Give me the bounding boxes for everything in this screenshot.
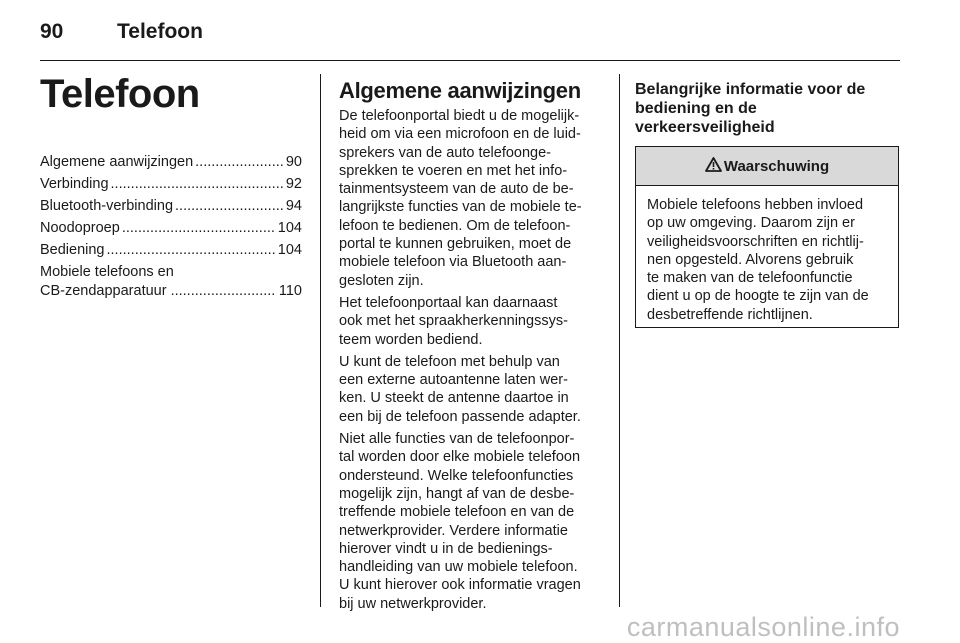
page-number: 90: [40, 20, 64, 43]
toc-page: 94: [285, 198, 302, 214]
warning-box: [635, 146, 899, 328]
toc-entry[interactable]: [40, 173, 302, 195]
paragraph: Het telefoonportaal kan daarnaast ook met het spraakherkenningssys- teem worden bediend.: [339, 294, 568, 348]
running-title: Telefoon: [117, 20, 203, 43]
warning-text: Mobiele telefoons hebben invloed op uw omgeving. Daarom zijn er veiligheidsvoorschriften en richtlij- nen opgesteld. Alvorens gebruik te maken van de telefoonfunctie dient u op de hoogte te zijn van de desbetreffende richtlijnen.: [647, 197, 869, 323]
general-section: [339, 78, 605, 617]
toc-page: 90: [285, 154, 302, 170]
safety-heading: Belangrijke informatie voor de bediening en de verkeersveiligheid: [635, 81, 866, 136]
toc-entry[interactable]: [40, 263, 302, 301]
chapter-title: Telefoon: [40, 72, 200, 116]
paragraph: Niet alle functies van de telefoonpor- tal worden door elke mobiele telefoon ondersteund. Welke telefoonfuncties mogelijk zijn, hangt af van de desbe- treffende mobiele telefoon en van de netwerkprovider. Verdere informatie hierover vindt u in de bedienings- handleiding van uw mobiele telefoon. U kunt hierover ook informatie vragen bij uw netwerkprovider.: [339, 431, 581, 612]
toc-label: Verbinding: [40, 176, 109, 192]
column-divider: [619, 74, 620, 607]
paragraph: De telefoonportal biedt u de mogelijk- heid om via een microfoon en de luid- sprekers van de auto telefoonge- sprekken te voeren en met het info- tainmentsysteem van de auto de be- langrijkste functies van de mobiele te- lefoon te bedienen. Om de telefoon- portal te kunnen gebruiken, moet de mobiele telefoon via Bluetooth aan- gesloten zijn.: [339, 108, 582, 289]
toc-label: Algemene aanwijzingen: [40, 154, 194, 170]
warning-header: [636, 147, 898, 186]
toc-page: 92: [285, 176, 302, 192]
toc-label: Mobiele telefoons en: [40, 264, 174, 280]
toc-label: Bluetooth-verbinding: [40, 198, 174, 214]
toc-page: 104: [277, 220, 302, 236]
table-of-contents: [40, 151, 302, 301]
warning-triangle-icon: [705, 157, 722, 176]
toc-label: CB-zendapparatuur: [40, 283, 167, 299]
paragraph: U kunt de telefoon met behulp van een externe autoantenne laten wer- ken. U steekt de antenne daartoe in een bij de telefoon passende adapter.: [339, 353, 581, 425]
toc-entry[interactable]: [40, 239, 302, 261]
header-rule: [40, 60, 900, 61]
warning-title: Waarschuwing: [723, 157, 830, 175]
toc-label: Bediening: [40, 242, 105, 258]
toc-entry[interactable]: [40, 195, 302, 217]
toc-entry[interactable]: [40, 151, 302, 173]
column-divider: [320, 74, 321, 607]
toc-label: Noodoproep: [40, 220, 120, 236]
section-heading: Algemene aanwijzingen: [339, 78, 581, 103]
toc-page: 110: [278, 283, 302, 299]
toc-entry[interactable]: [40, 217, 302, 239]
watermark: carmanualsonline.info: [626, 612, 900, 642]
toc-page: 104: [277, 242, 302, 258]
safety-section: [635, 80, 901, 137]
